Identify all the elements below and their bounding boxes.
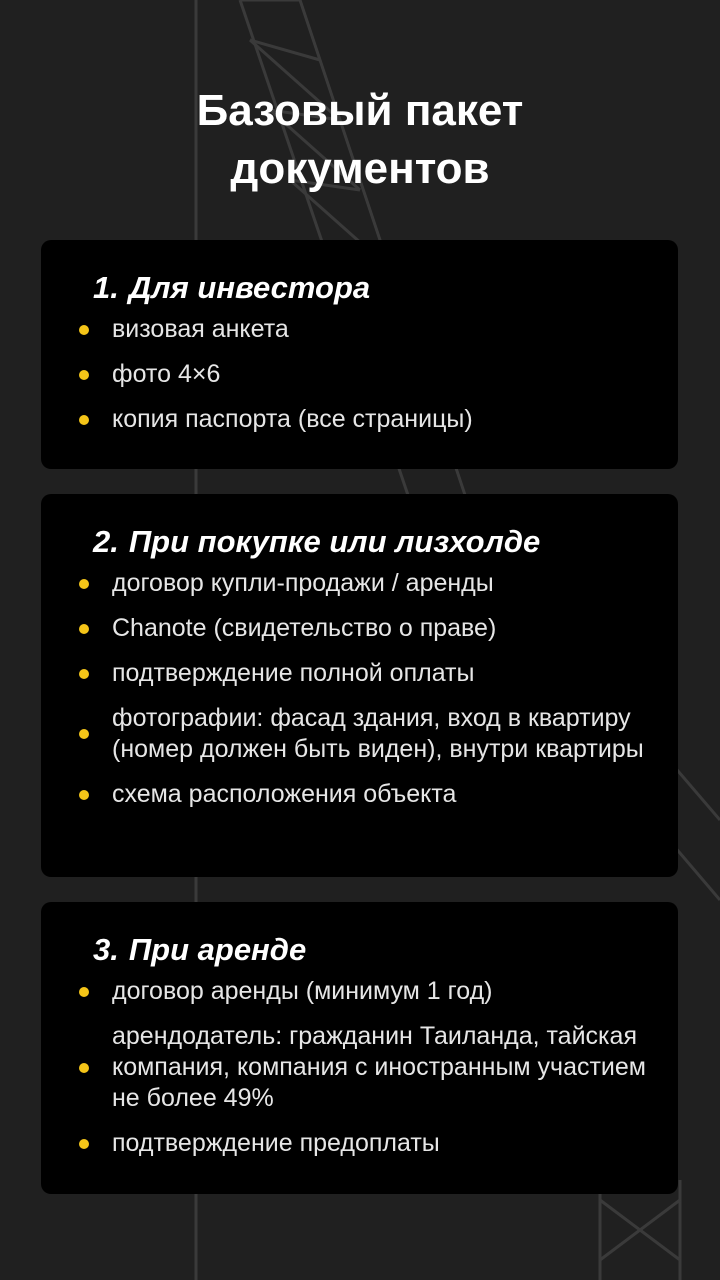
list-item [79,1128,648,1159]
list-item [79,976,648,1007]
document-list [79,976,648,1159]
section-heading [93,522,648,562]
page-title [0,82,720,198]
section-card-investor [41,240,678,469]
section-card-rent [41,902,678,1194]
bullet-dot-icon [79,790,89,800]
list-item [79,568,648,599]
list-item-text: фото 4×6 [112,360,221,388]
list-item [79,314,648,345]
document-list [79,314,648,435]
section-heading [93,268,648,308]
list-item-text: визовая анкета [112,315,289,343]
page-title-line-1: Базовый пакет [196,86,524,135]
section-title: При покупке или лизхолде [128,524,541,559]
list-item [79,779,648,810]
list-item-text: договор аренды (минимум 1 год) [112,977,493,1005]
bullet-dot-icon [79,987,89,997]
bullet-dot-icon [79,1063,89,1073]
bullet-dot-icon [79,669,89,679]
list-item [79,658,648,689]
section-card-purchase-leasehold [41,494,678,877]
list-item-text: копия паспорта (все страницы) [112,405,473,433]
bullet-dot-icon [79,415,89,425]
section-number: 2. [93,524,119,559]
list-item [79,703,648,765]
section-title: Для инвестора [128,270,371,305]
list-item [79,404,648,435]
bullet-dot-icon [79,1139,89,1149]
section-number: 1. [93,270,119,305]
section-heading [93,930,648,970]
document-list [79,568,648,810]
bullet-dot-icon [79,624,89,634]
section-number: 3. [93,932,119,967]
list-item-text: подтверждение предоплаты [112,1129,440,1157]
bullet-dot-icon [79,729,89,739]
list-item-text: фотографии: фасад здания, вход в квартиру (номер должен быть виден), внутри квартиры [112,704,644,763]
list-item-text: Chanote (свидетельство о праве) [112,614,497,642]
bullet-dot-icon [79,370,89,380]
list-item-text: договор купли-продажи / аренды [112,569,494,597]
list-item [79,359,648,390]
bullet-dot-icon [79,579,89,589]
bullet-dot-icon [79,325,89,335]
section-title: При аренде [128,932,307,967]
list-item [79,1021,648,1114]
list-item-text: схема расположения объекта [112,780,457,808]
page-title-line-2: документов [230,144,490,193]
list-item [79,613,648,644]
list-item-text: арендодатель: гражданин Таиланда, тайская компания, компания с иностранным участием не более 49% [112,1022,646,1112]
list-item-text: подтверждение полной оплаты [112,659,475,687]
